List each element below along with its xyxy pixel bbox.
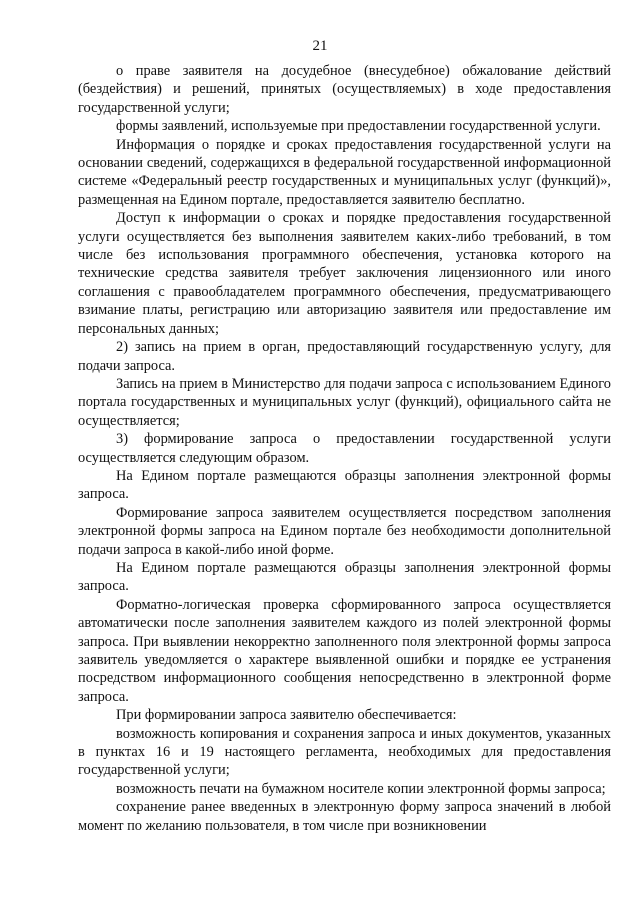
paragraph: 3) формирование запроса о предоставлении государственной услуги осуществляется следующим образом.: [78, 431, 611, 466]
paragraph: Доступ к информации о сроках и порядке предоставления государственной услуги осуществляется без выполнения заявителем каких-либо требований, в том числе без использования программного обеспечения, установка которого на технические средства заявителя требует заключения лицензионного или иного соглашения с правообладателем программного обеспечения, предусматривающего взимание платы, регистрацию или авторизацию заявителя или предоставление им персональных данных;: [78, 210, 611, 337]
paragraph: На Едином портале размещаются образцы заполнения электронной формы запроса.: [78, 559, 611, 595]
paragraph: При формировании запроса заявителю обеспечивается:: [116, 707, 457, 724]
page-number: 21: [312, 38, 328, 54]
paragraph: формы заявлений, используемые при предоставлении государственной услуги.: [116, 118, 601, 135]
paragraph: сохранение ранее введенных в электронную форму запроса значений в любой момент по желанию пользователя, в том числе при возникновении: [78, 799, 611, 834]
paragraph: возможность копирования и сохранения запроса и иных документов, указанных в пунктах 16 и 19 настоящего регламента, необходимых для предоставления государственной услуги;: [78, 725, 611, 779]
paragraph: Запись на прием в Министерство для подачи запроса с использованием Единого портала государственных и муниципальных услуг (функций), официального сайта не осуществляется;: [78, 375, 611, 429]
paragraph: Форматно-логическая проверка сформированного запроса осуществляется автоматически после заполнения заявителем каждого из полей электронной формы запроса. При выявлении некорректно заполненного поля электронной формы запроса заявитель уведомляется о характере выявленной ошибки и порядке ее устранения посредством информационного сообщения непосредственно в электронной форме запроса.: [78, 596, 611, 705]
paragraph: о праве заявителя на досудебное (внесудебное) обжалование действий (бездействия) и решений, принятых (осуществляемых) в ходе предоставления государственной услуги;: [78, 63, 611, 116]
document-body: [78, 62, 611, 835]
paragraph: Информация о порядке и сроках предоставления государственной услуги на основании сведений, содержащихся в федеральной государственной информационной системе «Федеральный реестр государственных и муниципальных услуг (функций)», размещенная на Едином портале, предоставляется заявителю бесплатно.: [78, 136, 611, 208]
paragraph: возможность печати на бумажном носителе копии электронной формы запроса;: [116, 780, 606, 797]
paragraph: 2) запись на прием в орган, предоставляющий государственную услугу, для подачи запроса.: [78, 339, 611, 374]
paragraph: На Едином портале размещаются образцы заполнения электронной формы запроса.: [78, 467, 611, 503]
paragraph: Формирование запроса заявителем осуществляется посредством заполнения электронной формы запроса на Едином портале без необходимости дополнительной подачи запроса в какой-либо иной форме.: [78, 504, 611, 558]
